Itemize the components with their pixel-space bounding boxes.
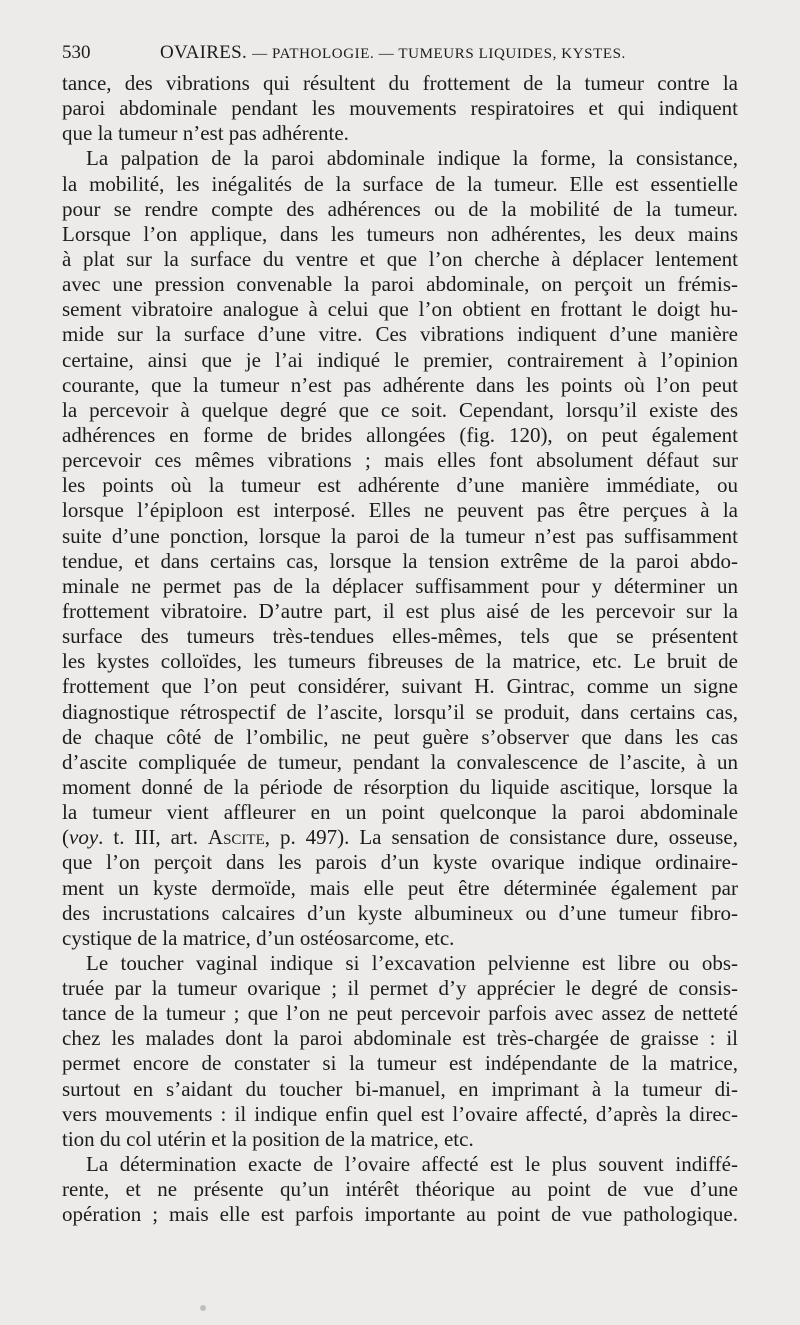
- text-line: la mobilité, les inégalités de la surface de la tumeur. Elle est essentielle: [62, 171, 738, 196]
- text-line: ment un kyste dermoïde, mais elle peut être déterminée également par: [62, 875, 738, 900]
- title-main: OVAIRES.: [160, 42, 248, 63]
- text-line: La palpation de la paroi abdominale indique la forme, la consistance,: [86, 146, 738, 171]
- voy-open: (: [62, 825, 69, 850]
- text-line: les kystes colloïdes, les tumeurs fibreuses de la matrice, etc. Le bruit de: [62, 649, 738, 674]
- text-line: minale ne permet pas de la déplacer suffisamment pour y déterminer un: [62, 573, 738, 598]
- running-title: [160, 40, 626, 67]
- ink-smudge: [200, 1305, 206, 1311]
- text-line: frottement vibratoire. D’autre part, il est plus aisé de les percevoir sur la: [62, 598, 738, 623]
- text-line: rente, et ne présente qu’un intérêt théorique au point de vue d’une: [62, 1177, 738, 1202]
- voy-abbrev: voy: [69, 825, 99, 850]
- text-line: paroi abdominale pendant les mouvements respiratoires et qui indiquent: [62, 96, 738, 121]
- running-head: [62, 40, 738, 66]
- text-line: surtout en s’aidant du toucher bi-manuel, en imprimant à la tumeur di-: [62, 1076, 738, 1101]
- text-line: la tumeur vient affleurer en un point quelconque la paroi abdominale: [62, 800, 738, 825]
- text-line: courante, que la tumeur n’est pas adhérente dans les points où l’on peut: [62, 372, 738, 397]
- text-line: que l’on perçoit dans les parois d’un kyste ovarique indique ordinaire-: [62, 850, 738, 875]
- text-line: vers mouvements : il indique enfin quel est l’ovaire affecté, d’après la direc-: [62, 1101, 738, 1126]
- text-line: cystique de la matrice, d’un ostéosarcome, etc.: [62, 925, 455, 950]
- voy-rest: , p. 497). La sensation de consistance dure, osseuse,: [264, 825, 738, 850]
- text-line: Lorsque l’on applique, dans les tumeurs non adhérentes, les deux mains: [62, 221, 738, 246]
- text-line: tance de la tumeur ; que l’on ne peut percevoir parfois avec assez de netteté: [62, 1001, 738, 1026]
- text-line: chez les malades dont la paroi abdominale est très-chargée de graisse : il: [62, 1026, 738, 1051]
- text-line: permet encore de constater si la tumeur est indépendante de la matrice,: [62, 1051, 738, 1076]
- text-line: diagnostique rétrospectif de l’ascite, lorsqu’il se produit, dans certains cas,: [62, 699, 738, 724]
- text-line: avec une pression convenable la paroi abdominale, on perçoit un frémis-: [62, 272, 738, 297]
- text-line: la percevoir à quelque degré que ce soit. Cependant, lorsqu’il existe des: [62, 397, 738, 422]
- text-line: opération ; mais elle est parfois importante au point de vue pathologique.: [62, 1202, 738, 1227]
- text-line: lorsque l’épiploon est interposé. Elles ne peuvent pas être perçues à la: [62, 498, 738, 523]
- title-rest: — PATHOLOGIE. — TUMEURS LIQUIDES, KYSTES.: [252, 46, 626, 62]
- text-line: sement vibratoire analogue à celui que l’on obtient en frottant le doigt hu-: [62, 297, 738, 322]
- text-line: La détermination exacte de l’ovaire affecté est le plus souvent indiffé-: [86, 1152, 738, 1177]
- text-line: suite d’une ponction, lorsque la paroi de la tumeur n’est pas suffisamment: [62, 523, 738, 548]
- text-line: tance, des vibrations qui résultent du frottement de la tumeur contre la: [62, 71, 738, 95]
- text-line: moment donné de la période de résorption du liquide ascitique, lorsque la: [62, 774, 738, 799]
- voy-mid: . t. III, art.: [98, 825, 208, 850]
- text-line: surface des tumeurs très-tendues elles-mêmes, tels que se présentent: [62, 624, 738, 649]
- body-text: [62, 71, 738, 1227]
- text-line: les points où la tumeur est adhérente d’une manière immédiate, ou: [62, 473, 738, 498]
- text-line: Le toucher vaginal indique si l’excavation pelvienne est libre ou obs-: [86, 950, 738, 975]
- text-line: d’ascite compliquée de tumeur, pendant la convalescence de l’ascite, à un: [62, 749, 738, 774]
- text-line: des incrustations calcaires d’un kyste albumineux ou d’une tumeur fibro-: [62, 900, 738, 925]
- text-line: certaine, ainsi que je l’ai indiqué le premier, contrairement à l’opinion: [62, 347, 738, 372]
- text-line: que la tumeur n’est pas adhérente.: [62, 121, 349, 146]
- text-line: pour se rendre compte des adhérences ou de la mobilité de la tumeur.: [62, 196, 738, 221]
- text-line: à plat sur la surface du ventre et que l’on cherche à déplacer lentement: [62, 246, 738, 271]
- text-line: tendue, et dans certains cas, lorsque la tension extrême de la paroi abdo-: [62, 548, 738, 573]
- text-line: de chaque côté de l’ombilic, ne peut guère s’observer que dans les cas: [62, 724, 738, 749]
- text-line: tion du col utérin et la position de la matrice, etc.: [62, 1126, 474, 1151]
- text-line: truée par la tumeur ovarique ; il permet d’y apprécier le degré de consis-: [62, 976, 738, 1001]
- text-line: adhérences en forme de brides allongées (fig. 120), on peut également: [62, 422, 738, 447]
- page-number: 530: [62, 42, 91, 63]
- ascite-ref: Ascite: [207, 825, 265, 850]
- text-line: percevoir ces mêmes vibrations ; mais elles font absolument défaut sur: [62, 448, 738, 473]
- text-line: mide sur la surface d’une vitre. Ces vibrations indiquent d’une manière: [62, 322, 738, 347]
- text-line: frottement que l’on peut considérer, suivant H. Gintrac, comme un signe: [62, 674, 738, 699]
- text-line-voy: [62, 825, 738, 850]
